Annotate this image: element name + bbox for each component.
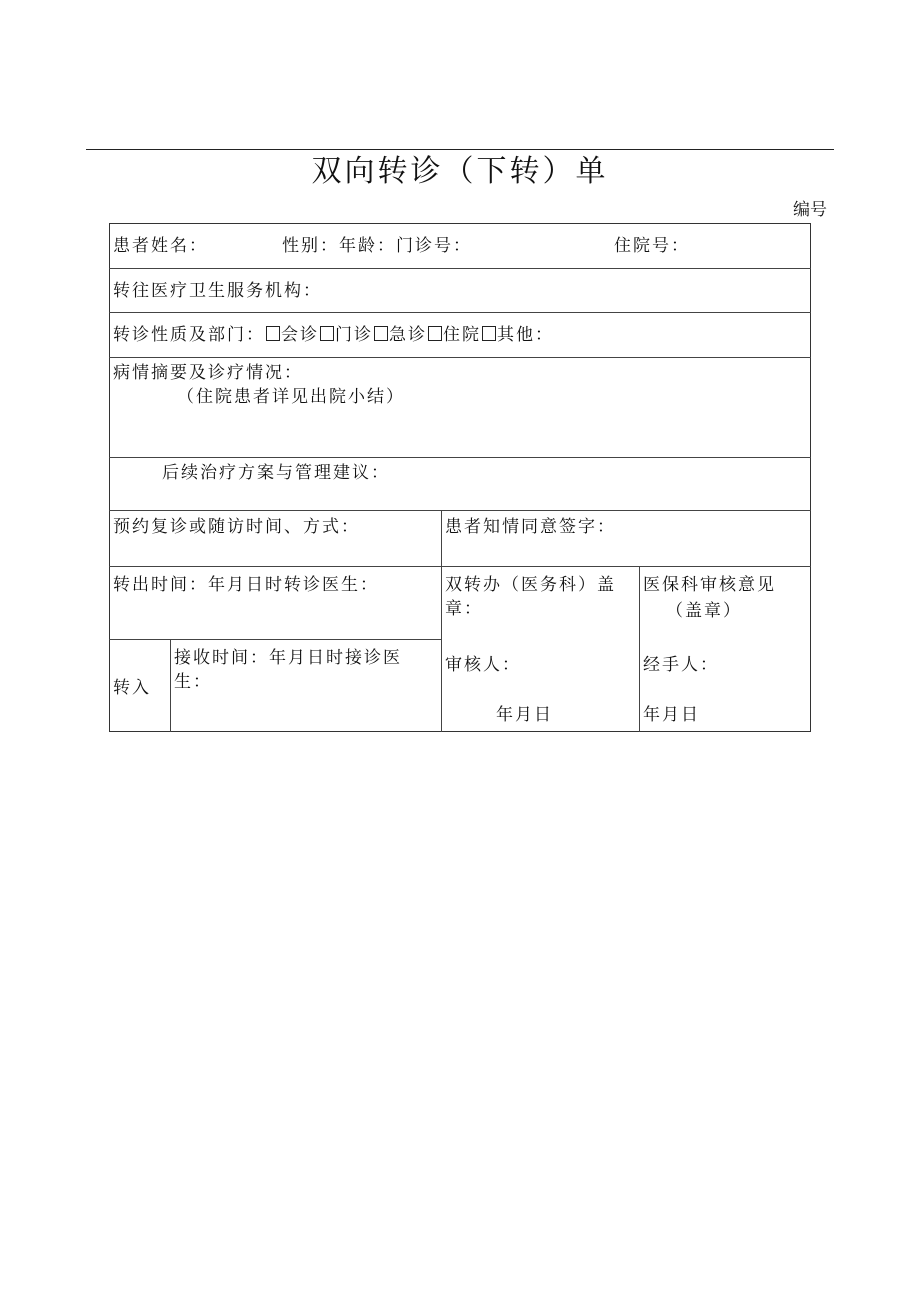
row-divider	[109, 566, 811, 567]
appointment-label: 预约复诊或随访时间、方式：	[113, 517, 360, 537]
insurance-stamp-label: （盖章）	[666, 601, 742, 621]
followup-plan-label: 后续治疗方案与管理建议：	[162, 463, 390, 483]
serial-number-label: 编号	[793, 200, 827, 220]
reviewer-label: 审核人：	[445, 655, 521, 675]
form-title: 双向转诊（下转）单	[311, 154, 609, 189]
review-date: 年月日	[496, 705, 553, 725]
row-divider	[109, 268, 811, 269]
patient-name-label: 患者姓名：	[113, 236, 208, 256]
checkbox-other[interactable]	[482, 326, 496, 341]
row-divider	[109, 639, 442, 640]
row-divider	[109, 312, 811, 313]
condition-summary-note: （住院患者详见出院小结）	[177, 387, 405, 407]
column-divider	[639, 566, 640, 732]
handler-label: 经手人：	[643, 655, 719, 675]
column-divider	[441, 510, 442, 732]
transfer-in-label: 转入	[113, 678, 151, 698]
office-stamp-label: 双转办（医务科）盖章：	[445, 575, 616, 619]
consent-signature-label: 患者知情同意签字：	[445, 517, 616, 537]
referral-nature-label: 转诊性质及部门：	[113, 325, 265, 345]
inpatient-number-label: 住院号：	[614, 236, 690, 256]
condition-summary-label: 病情摘要及诊疗情况：	[113, 363, 303, 383]
insurance-review-label: 医保科审核意见	[643, 575, 776, 595]
handler-date: 年月日	[643, 705, 700, 725]
gender-age-clinic-label: 性别：年龄：门诊号：	[282, 236, 472, 256]
row-divider	[109, 457, 811, 458]
checkbox-outpatient[interactable]	[320, 326, 334, 341]
referral-nature-row	[113, 323, 554, 347]
target-institution-label: 转往医疗卫生服务机构：	[113, 281, 322, 301]
option-inpatient: 住院	[443, 325, 481, 345]
row-divider	[109, 510, 811, 511]
checkbox-inpatient[interactable]	[428, 326, 442, 341]
option-other: 其他：	[497, 325, 554, 345]
checkbox-emergency[interactable]	[374, 326, 388, 341]
transfer-out-label: 转出时间：年月日时转诊医生：	[113, 575, 379, 595]
option-outpatient: 门诊	[335, 325, 373, 345]
column-divider	[170, 639, 171, 732]
option-consultation: 会诊	[281, 325, 319, 345]
option-emergency: 急诊	[389, 325, 427, 345]
receive-time-label: 接收时间：年月日时接诊医生：	[174, 648, 402, 692]
row-divider	[109, 357, 811, 358]
checkbox-consultation[interactable]	[266, 326, 280, 341]
